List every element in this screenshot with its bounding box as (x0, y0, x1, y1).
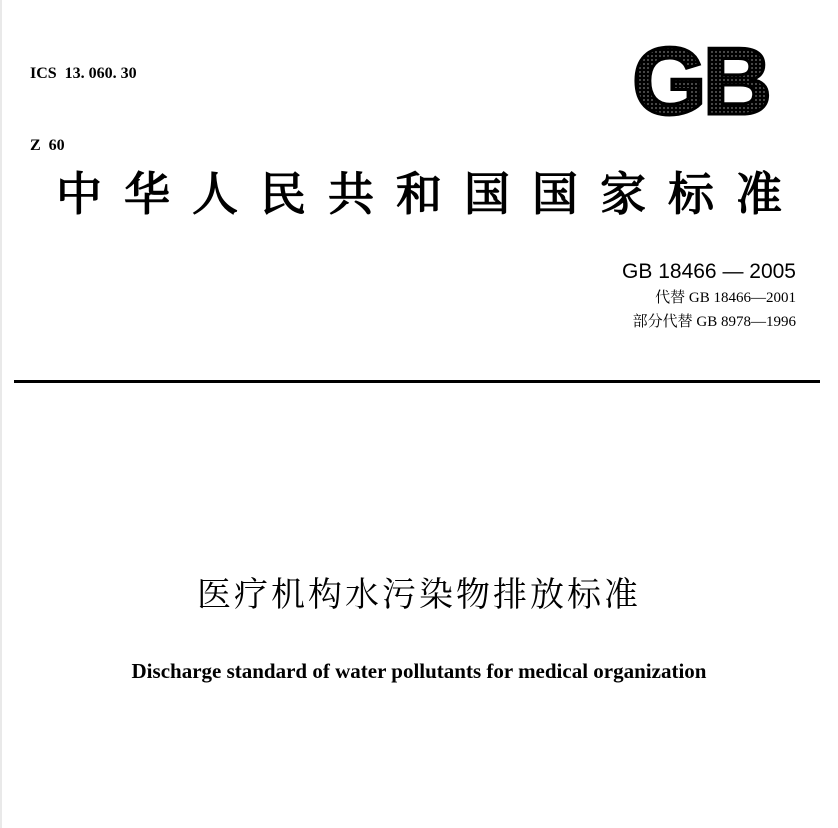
page-edge (0, 0, 2, 828)
ics-code: ICS 13. 060. 30 (30, 65, 137, 82)
standard-number-block (622, 258, 796, 334)
gb-logo-icon (622, 38, 778, 122)
header-divider (14, 380, 820, 383)
document-title-chinese: 医疗机构水污染物排放标准 (197, 575, 641, 615)
document-title-english: Discharge standard of water pollutants for medical organization (131, 659, 707, 683)
ccs-code: Z 60 (30, 137, 65, 154)
replaces-standard: 代替 GB 18466—2001 (655, 290, 796, 306)
gb-logo-text: GB (632, 38, 768, 122)
partially-replaces-standard: 部分代替 GB 8978—1996 (632, 314, 796, 330)
standard-number: GB 18466 — 2005 (622, 260, 796, 283)
national-standard-title: 中华人民共和国国家标准 (56, 167, 804, 221)
